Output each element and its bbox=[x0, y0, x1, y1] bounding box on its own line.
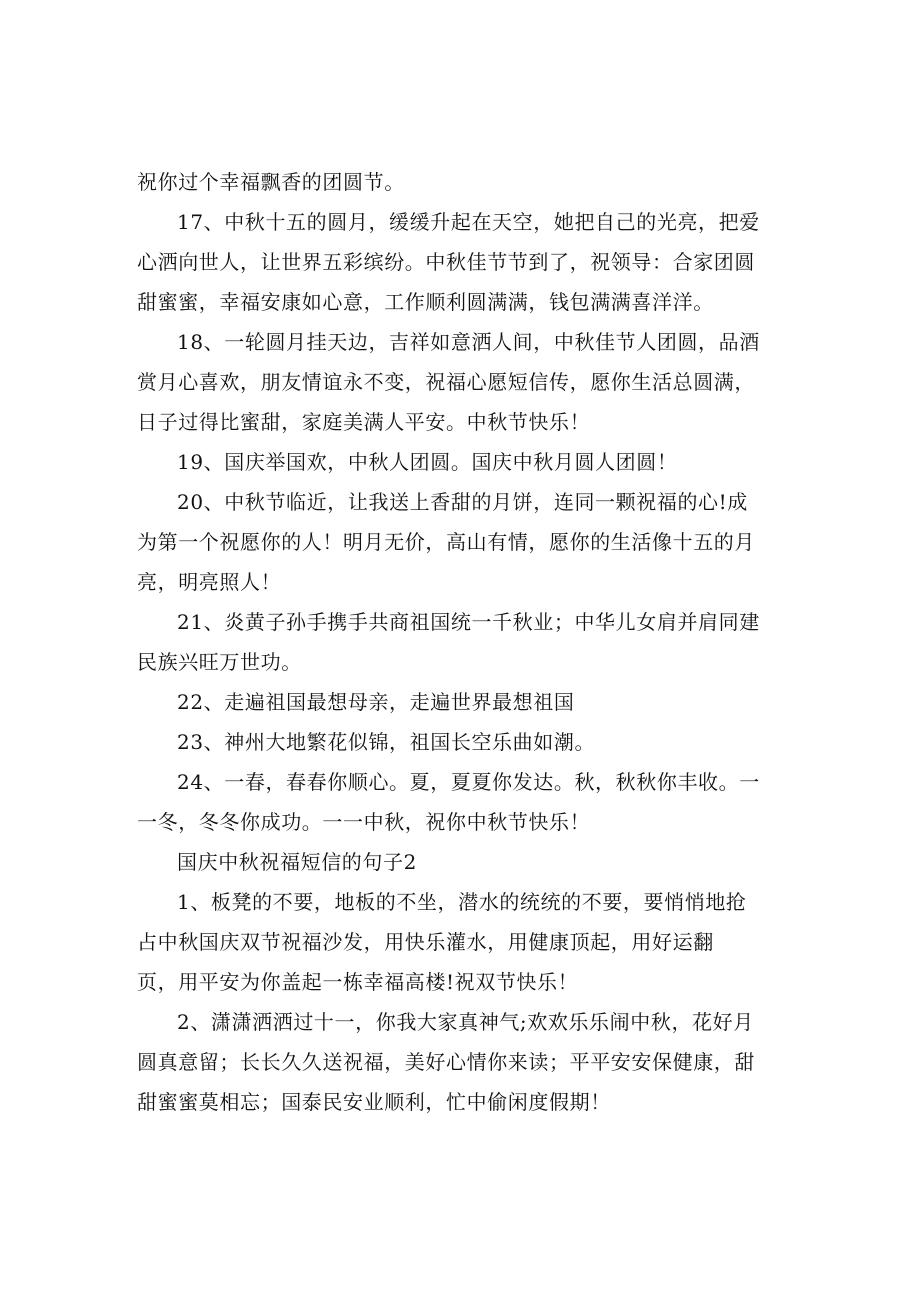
text-line: 20、中秋节临近，让我送上香甜的月饼，连同一颗祝福的心!成 bbox=[177, 490, 748, 514]
text-line: 2、潇潇洒洒过十一，你我大家真神气;欢欢乐乐闹中秋，花好月 bbox=[177, 1010, 754, 1034]
text-line: 1、板凳的不要，地板的不坐，潜水的统统的不要，要悄悄地抢 bbox=[177, 890, 747, 914]
text-line: 24、一春，春春你顺心。夏，夏夏你发达。秋，秋秋你丰收。一 bbox=[177, 770, 760, 794]
document-body bbox=[137, 162, 787, 1122]
text-line: 页，用平安为你盖起一栋幸福高楼!祝双节快乐！ bbox=[137, 970, 579, 994]
text-line: 赏月心喜欢，朋友情谊永不变，祝福心愿短信传，愿你生活总圆满， bbox=[137, 370, 755, 394]
text-line: 民族兴旺万世功。 bbox=[137, 650, 302, 674]
text-line: 占中秋国庆双节祝福沙发，用快乐灌水，用健康顶起，用好运翻 bbox=[137, 930, 714, 954]
text-line: 为第一个祝愿你的人！明月无价，高山有情，愿你的生活像十五的月 bbox=[137, 530, 755, 554]
text-line: 19、国庆举国欢，中秋人团圆。国庆中秋月圆人团圆！ bbox=[177, 450, 678, 474]
text-line: 17、中秋十五的圆月，缓缓升起在天空，她把自己的光亮，把爱 bbox=[177, 210, 760, 234]
text-line: 祝你过个幸福飘香的团圆节。 bbox=[137, 170, 405, 194]
text-line: 日子过得比蜜甜，家庭美满人平安。中秋节快乐！ bbox=[137, 410, 591, 434]
text-line: 22、走遍祖国最想母亲，走遍世界最想祖国 bbox=[177, 690, 575, 714]
section-heading: 国庆中秋祝福短信的句子2 bbox=[177, 850, 417, 874]
text-line: 心洒向世人，让世界五彩缤纷。中秋佳节节到了，祝领导：合家团圆 bbox=[137, 250, 755, 274]
text-line: 甜蜜蜜，幸福安康如心意，工作顺利圆满满，钱包满满喜洋洋。 bbox=[137, 290, 714, 314]
text-line: 21、炎黄子孙手携手共商祖国统一千秋业；中华儿女肩并肩同建 bbox=[177, 610, 760, 634]
text-line: 亮，明亮照人！ bbox=[137, 570, 282, 594]
text-line: 23、神州大地繁花似锦，祖国长空乐曲如潮。 bbox=[177, 730, 596, 754]
text-line: 甜蜜蜜莫相忘；国泰民安业顺利，忙中偷闲度假期！ bbox=[137, 1090, 611, 1114]
text-line: 圆真意留；长长久久送祝福，美好心情你来读；平平安安保健康，甜 bbox=[137, 1050, 755, 1074]
text-line: 一冬，冬冬你成功。一一中秋，祝你中秋节快乐！ bbox=[137, 810, 591, 834]
text-line: 18、一轮圆月挂天边，吉祥如意洒人间，中秋佳节人团圆，品酒 bbox=[177, 330, 760, 354]
